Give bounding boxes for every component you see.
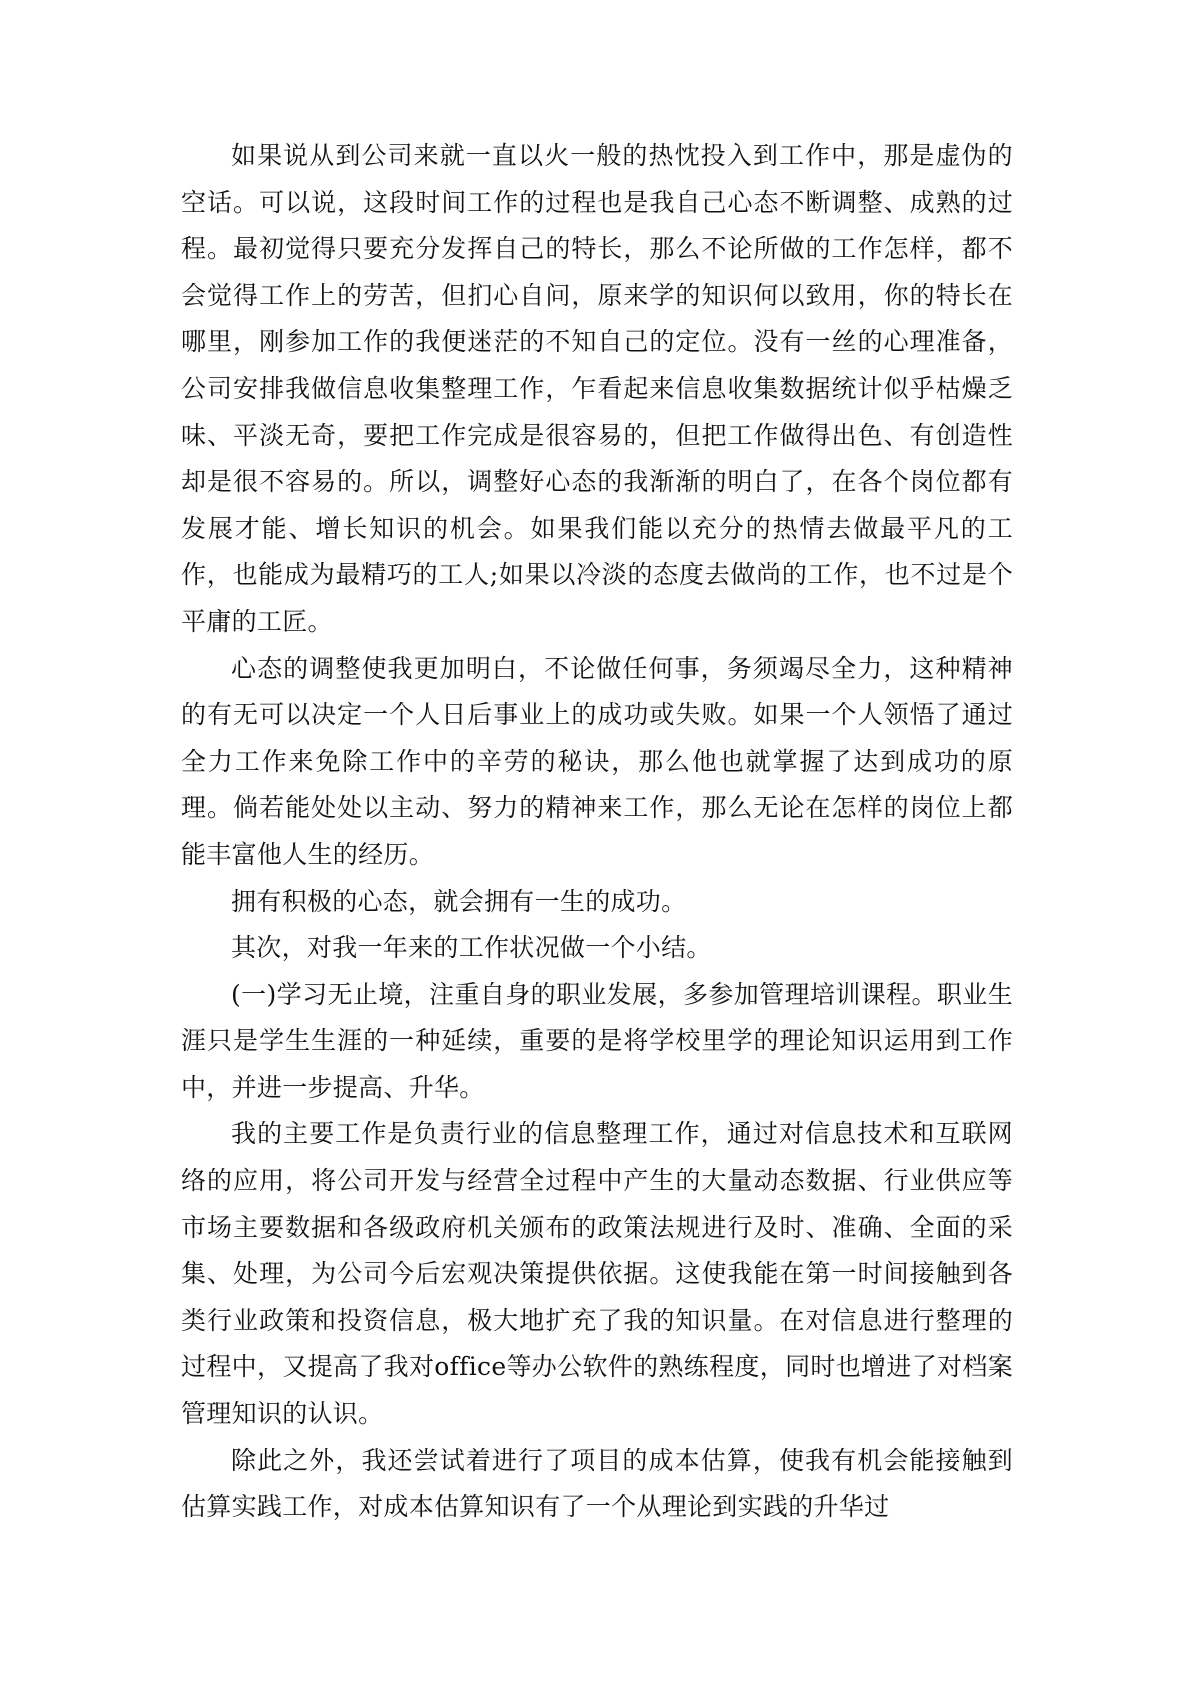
document-body [181, 133, 1013, 1531]
paragraph-learning: (一)学习无止境，注重自身的职业发展，多参加管理培训课程。职业生涯只是学生生涯的一种延续，重要的是将学校里学的理论知识运用到工作中，并进一步提高、升华。 [181, 979, 1013, 1102]
paragraph-summary-intro: 其次，对我一年来的工作状况做一个小结。 [231, 933, 712, 963]
paragraph-cost-estimation: 除此之外，我还尝试着进行了项目的成本估算，使我有机会能接触到估算实践工作，对成本估算知识有了一个从理论到实践的升华过 [181, 1445, 1013, 1522]
paragraph-mindset-intro: 如果说从到公司来就一直以火一般的热忱投入到工作中，那是虚伪的空话。可以说，这段时间工作的过程也是我自己心态不断调整、成熟的过程。最初觉得只要充分发挥自己的特长，那么不论所做的工作怎样，都不会觉得工作上的劳苦，但扪心自问，原来学的知识何以致用，你的特长在哪里，刚参加工作的我便迷茫的不知自己的定位。没有一丝的心理准备，公司安排我做信息收集整理工作，乍看起来信息收集数据统计似乎枯燥乏味、平淡无奇，要把工作完成是很容易的，但把工作做得出色、有创造性却是很不容易的。所以，调整好心态的我渐渐的明白了，在各个岗位都有发展才能、增长知识的机会。如果我们能以充分的热情去做最平凡的工作，也能成为最精巧的工人;如果以冷淡的态度去做尚的工作，也不过是个平庸的工匠。 [181, 141, 1013, 636]
paragraph-mindset-adjustment: 心态的调整使我更加明白，不论做任何事，务须竭尽全力，这种精神的有无可以决定一个人日后事业上的成功或失败。如果一个人领悟了通过全力工作来免除工作中的辛劳的秘诀，那么他也就掌握了达到成功的原理。倘若能处处以主动、努力的精神来工作，那么无论在怎样的岗位上都能丰富他人生的经历。 [181, 653, 1013, 869]
paragraph-main-work: 我的主要工作是负责行业的信息整理工作，通过对信息技术和互联网络的应用，将公司开发与经营全过程中产生的大量动态数据、行业供应等市场主要数据和各级政府机关颁布的政策法规进行及时、准确、全面的采集、处理，为公司今后宏观决策提供依据。这使我能在第一时间接触到各类行业政策和投资信息，极大地扩充了我的知识量。在对信息进行整理的过程中，又提高了我对office等办公软件的熟练程度，同时也增进了对档案管理知识的认识。 [181, 1119, 1013, 1429]
paragraph-positive-mindset: 拥有积极的心态，就会拥有一生的成功。 [231, 886, 687, 916]
